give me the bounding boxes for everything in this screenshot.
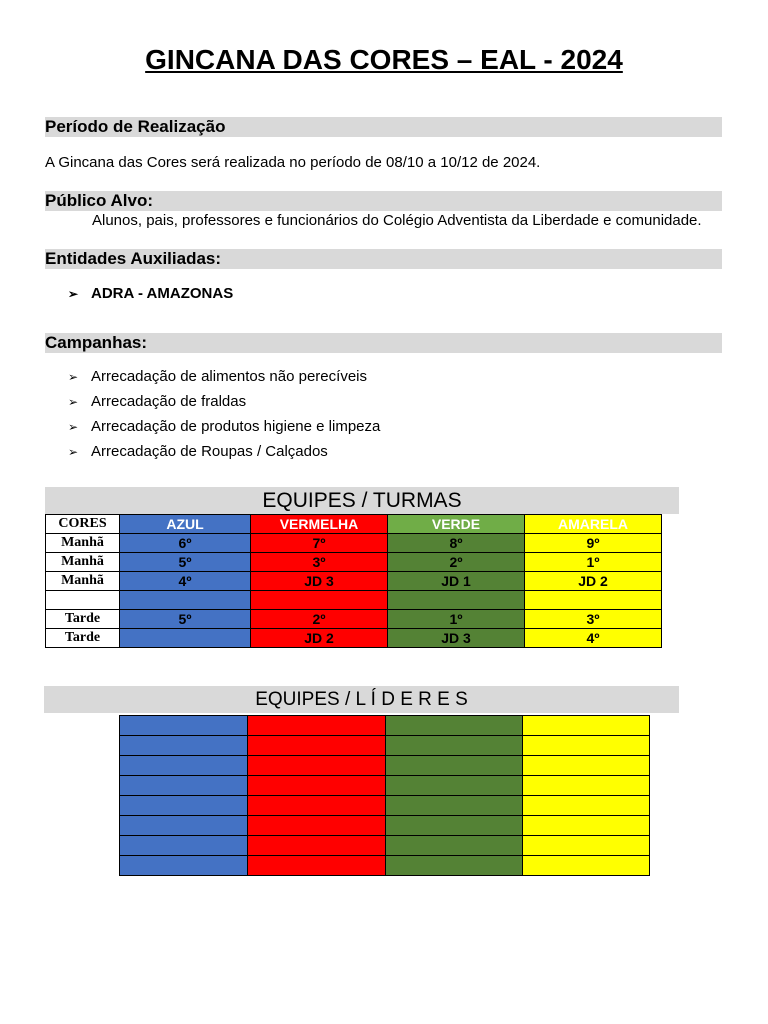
column-header-vermelha: VERMELHA (251, 515, 388, 534)
table-row (120, 716, 650, 736)
section-heading-periodo: Período de Realização (45, 117, 722, 137)
turno-cell: Manhã (46, 572, 120, 591)
table-row (46, 629, 662, 648)
verde-cell: JD 3 (388, 629, 525, 648)
vermelha-cell (248, 836, 386, 856)
amarela-cell: 9º (525, 534, 662, 553)
verde-cell (386, 836, 523, 856)
entidade-label: ADRA - AMAZONAS (91, 285, 234, 302)
table-row (46, 572, 662, 591)
arrow-bullet-icon: ➢ (68, 370, 79, 384)
campanha-label: Arrecadação de Roupas / Calçados (91, 443, 328, 460)
table-row (120, 756, 650, 776)
vermelha-cell: 7º (251, 534, 388, 553)
turno-cell: Manhã (46, 553, 120, 572)
amarela-cell (523, 756, 650, 776)
table-row (46, 553, 662, 572)
verde-cell (386, 796, 523, 816)
campanha-label: Arrecadação de alimentos não perecíveis (91, 368, 367, 385)
amarela-cell: JD 2 (525, 572, 662, 591)
lideres-heading: EQUIPES / L Í D E R E S (44, 686, 679, 713)
table-row (120, 856, 650, 876)
table-row (46, 534, 662, 553)
table-header-row (46, 515, 662, 534)
verde-cell: 2º (388, 553, 525, 572)
verde-cell (386, 816, 523, 836)
azul-cell (120, 776, 248, 796)
amarela-cell (523, 796, 650, 816)
table-row (120, 836, 650, 856)
page-title: GINCANA DAS CORES – EAL - 2024 (145, 44, 623, 75)
azul-cell (120, 629, 251, 648)
verde-cell (386, 716, 523, 736)
vermelha-cell: JD 3 (251, 572, 388, 591)
verde-cell (386, 756, 523, 776)
vermelha-cell (248, 796, 386, 816)
arrow-bullet-icon: ➢ (68, 395, 79, 409)
turno-cell: Manhã (46, 534, 120, 553)
arrow-bullet-icon: ➢ (68, 420, 79, 434)
entidades-list (68, 285, 233, 310)
list-item (68, 443, 380, 468)
azul-cell (120, 716, 248, 736)
amarela-cell (523, 736, 650, 756)
vermelha-cell (248, 736, 386, 756)
publico-text: Alunos, pais, professores e funcionários do Colégio Adventista da Liberdade e comunidade. (92, 212, 702, 229)
amarela-cell: 4º (525, 629, 662, 648)
verde-cell: 1º (388, 610, 525, 629)
amarela-cell (523, 716, 650, 736)
amarela-cell: 1º (525, 553, 662, 572)
azul-cell (120, 856, 248, 876)
turno-cell (46, 591, 120, 610)
list-item (68, 393, 380, 418)
vermelha-cell: 3º (251, 553, 388, 572)
arrow-bullet-icon: ➢ (68, 445, 79, 459)
campanha-label: Arrecadação de fraldas (91, 393, 247, 410)
amarela-cell (523, 856, 650, 876)
list-item (68, 418, 380, 443)
amarela-cell (523, 836, 650, 856)
azul-cell (120, 736, 248, 756)
column-header-amarela: AMARELA (525, 515, 662, 534)
section-heading-entidades: Entidades Auxiliadas: (45, 249, 722, 269)
turmas-table (45, 514, 662, 648)
azul-cell (120, 756, 248, 776)
column-header-cores: CORES (46, 515, 120, 534)
list-item (68, 285, 233, 310)
verde-cell (388, 591, 525, 610)
vermelha-cell (248, 716, 386, 736)
azul-cell (120, 796, 248, 816)
azul-cell (120, 836, 248, 856)
amarela-cell (523, 776, 650, 796)
section-heading-campanhas: Campanhas: (45, 333, 722, 353)
azul-cell: 5º (120, 610, 251, 629)
vermelha-cell (248, 756, 386, 776)
vermelha-cell (248, 816, 386, 836)
azul-cell: 5º (120, 553, 251, 572)
vermelha-cell (248, 856, 386, 876)
azul-cell (120, 816, 248, 836)
column-header-verde: VERDE (388, 515, 525, 534)
table-row (120, 816, 650, 836)
campanhas-list (68, 368, 380, 468)
turmas-heading: EQUIPES / TURMAS (45, 487, 679, 514)
table-row (120, 776, 650, 796)
vermelha-cell: 2º (251, 610, 388, 629)
list-item (68, 368, 380, 393)
amarela-cell: 3º (525, 610, 662, 629)
azul-cell: 6º (120, 534, 251, 553)
vermelha-cell (248, 776, 386, 796)
amarela-cell (523, 816, 650, 836)
azul-cell (120, 591, 251, 610)
verde-cell (386, 856, 523, 876)
verde-cell (386, 736, 523, 756)
verde-cell: JD 1 (388, 572, 525, 591)
azul-cell: 4º (120, 572, 251, 591)
table-row (120, 796, 650, 816)
vermelha-cell: JD 2 (251, 629, 388, 648)
column-header-azul: AZUL (120, 515, 251, 534)
periodo-text: A Gincana das Cores será realizada no período de 08/10 a 10/12 de 2024. (45, 154, 541, 171)
turno-cell: Tarde (46, 629, 120, 648)
verde-cell: 8º (388, 534, 525, 553)
table-row (46, 591, 662, 610)
verde-cell (386, 776, 523, 796)
table-row (46, 610, 662, 629)
turno-cell: Tarde (46, 610, 120, 629)
table-row (120, 736, 650, 756)
amarela-cell (525, 591, 662, 610)
lideres-table (119, 715, 650, 876)
section-heading-publico: Público Alvo: (45, 191, 722, 211)
arrow-bullet-icon: ➢ (68, 287, 79, 301)
campanha-label: Arrecadação de produtos higiene e limpeza (91, 418, 381, 435)
vermelha-cell (251, 591, 388, 610)
